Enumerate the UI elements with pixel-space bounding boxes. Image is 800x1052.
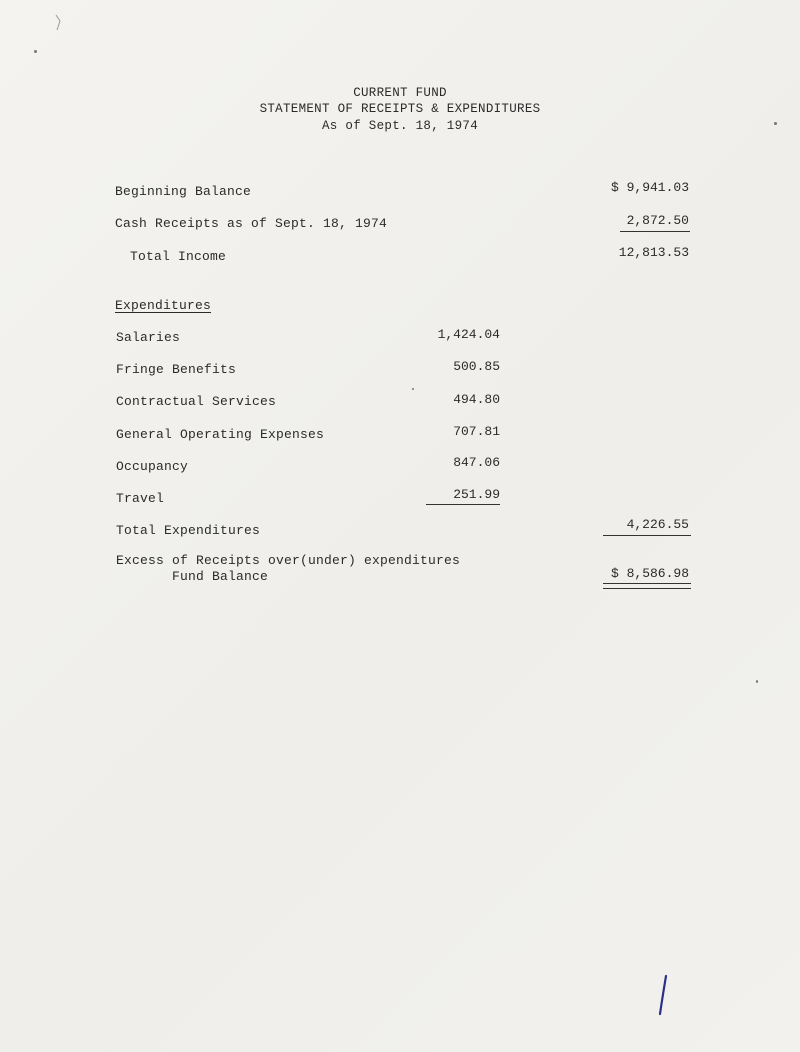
expense-label: Occupancy bbox=[116, 459, 189, 474]
expense-amount: 1,424.04 bbox=[437, 327, 500, 342]
expenses-subtotal-underline bbox=[426, 504, 500, 505]
pen-check-mark bbox=[654, 970, 678, 1020]
fund-balance-underline-2 bbox=[603, 588, 691, 589]
beginning-balance-amount: $ 9,941.03 bbox=[610, 180, 689, 195]
scan-speck bbox=[774, 122, 777, 125]
expense-label: Travel bbox=[116, 491, 165, 506]
beginning-balance-label: Beginning Balance bbox=[115, 184, 252, 199]
expense-label: Salaries bbox=[116, 330, 181, 345]
expenditures-heading: Expenditures bbox=[115, 298, 212, 313]
total-expenditures-amount: 4,226.55 bbox=[626, 517, 689, 532]
heading-statement-title: STATEMENT OF RECEIPTS & EXPENDITURES bbox=[259, 102, 541, 116]
scan-speck bbox=[34, 50, 37, 53]
expense-amount: 847.06 bbox=[453, 455, 500, 470]
expense-label: General Operating Expenses bbox=[116, 427, 325, 442]
fund-balance-amount: $ 8,586.98 bbox=[610, 566, 689, 581]
cash-receipts-amount: 2,872.50 bbox=[626, 213, 689, 228]
total-expenditures-underline bbox=[603, 535, 691, 536]
expense-amount: 494.80 bbox=[453, 392, 500, 407]
expense-amount: 500.85 bbox=[453, 359, 500, 374]
expense-label: Fringe Benefits bbox=[116, 362, 237, 377]
cash-receipts-label: Cash Receipts as of Sept. 18, 1974 bbox=[115, 216, 388, 231]
total-income-label: Total Income bbox=[130, 249, 227, 264]
fund-balance-underline-1 bbox=[603, 583, 691, 584]
cash-receipts-underline bbox=[620, 231, 690, 232]
scan-speck bbox=[412, 388, 414, 390]
total-income-amount: 12,813.53 bbox=[618, 245, 689, 260]
heading-date: As of Sept. 18, 1974 bbox=[321, 119, 479, 133]
total-expenditures-label: Total Expenditures bbox=[116, 523, 261, 538]
fund-balance-label: Fund Balance bbox=[172, 569, 269, 584]
corner-tick-mark bbox=[50, 12, 70, 34]
excess-receipts-label: Excess of Receipts over(under) expenditures bbox=[116, 553, 461, 568]
heading-fund-name: CURRENT FUND bbox=[353, 86, 447, 100]
expense-amount: 251.99 bbox=[453, 487, 500, 502]
expense-label: Contractual Services bbox=[116, 394, 277, 409]
scan-speck bbox=[756, 680, 758, 683]
expense-amount: 707.81 bbox=[453, 424, 500, 439]
